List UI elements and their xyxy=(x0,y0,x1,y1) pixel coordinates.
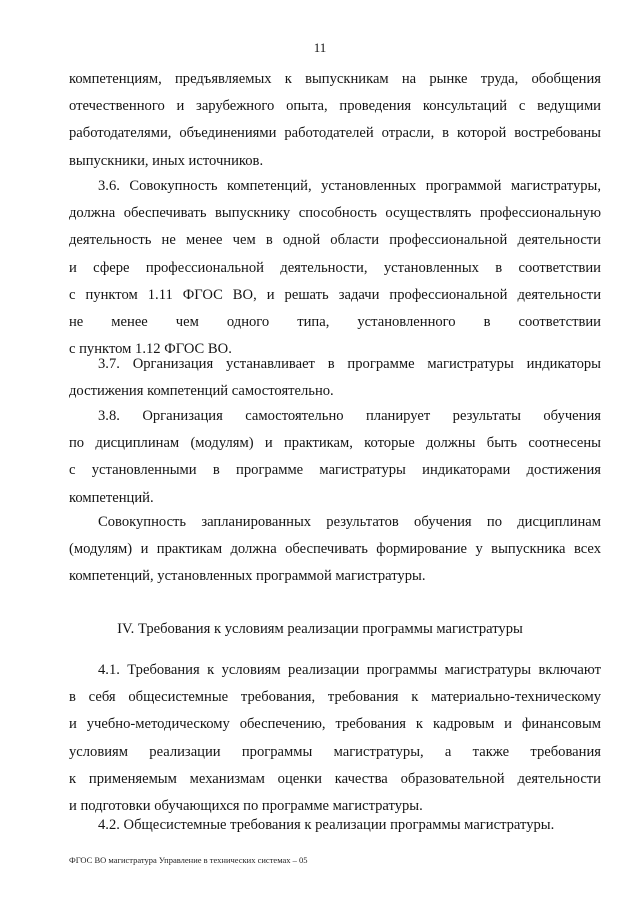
paragraph-3-7 xyxy=(69,351,601,405)
text-line: и сфере профессиональной деятельности, установленных в соответствии xyxy=(69,259,601,276)
text-line: к применяемым механизмам оценки качества образовательной деятельности xyxy=(69,770,601,787)
text-line: и подготовки обучающихся по программе магистратуры. xyxy=(69,798,423,815)
text-line: по дисциплинам (модулям) и практикам, которые должны быть соотнесены xyxy=(69,435,601,452)
text-line: компетенций, установленных программой магистратуры. xyxy=(69,568,426,585)
paragraph-learning-results xyxy=(69,509,601,591)
text-line: не менее чем одного типа, установленного в соответствии xyxy=(69,314,601,331)
text-line: отечественного и зарубежного опыта, проведения консультаций с ведущими xyxy=(69,98,601,115)
paragraph-3-6 xyxy=(69,173,601,363)
paragraph-4-1 xyxy=(69,657,601,820)
paragraph-4-2 xyxy=(69,812,601,839)
text-line: (модулям) и практикам должна обеспечивать формирование у выпускника всех xyxy=(69,541,601,558)
text-line: и учебно-методическому обеспечению, требования к кадровым и финансовым xyxy=(69,716,601,733)
document-footer: ФГОС ВО магистратура Управление в технических системах – 05 xyxy=(69,855,308,865)
text-line: 4.1. Требования к условиям реализации программы магистратуры включают xyxy=(98,662,601,678)
text-line: с установленными в программе магистратуры индикаторами достижения xyxy=(69,462,601,479)
text-line: должна обеспечивать выпускнику способность осуществлять профессиональную xyxy=(69,205,601,222)
text-line: в себя общесистемные требования, требования к материально-техническому xyxy=(69,689,601,706)
text-line: 3.7. Организация устанавливает в программе магистратуры индикаторы xyxy=(98,356,601,372)
text-line: с пунктом 1.12 ФГОС ВО. xyxy=(69,341,232,358)
text-line: Совокупность запланированных результатов обучения по дисциплинам xyxy=(98,514,601,530)
section-heading: IV. Требования к условиям реализации программы магистратуры xyxy=(117,621,523,637)
text-line: деятельность не менее чем в одной области профессиональной деятельности xyxy=(69,232,601,249)
text-line: работодателями, объединениями работодателей отрасли, в которой востребованы xyxy=(69,125,601,142)
text-line: 3.6. Совокупность компетенций, установленных программой магистратуры, xyxy=(98,178,601,194)
text-line: выпускники, иных источников. xyxy=(69,152,264,169)
text-line: 3.8. Организация самостоятельно планирует результаты обучения xyxy=(98,408,601,424)
text-line: с пунктом 1.11 ФГОС ВО, и решать задачи профессиональной деятельности xyxy=(69,286,601,303)
text-line: компетенций. xyxy=(69,489,154,506)
text-line: компетенциям, предъявляемых к выпускникам на рынке труда, обобщения xyxy=(69,71,601,87)
page-number: 11 xyxy=(313,40,327,55)
text-line: достижения компетенций самостоятельно. xyxy=(69,383,334,400)
paragraph-continuation xyxy=(69,66,601,175)
text-line: 4.2. Общесистемные требования к реализации программы магистратуры. xyxy=(98,817,555,833)
paragraph-3-8 xyxy=(69,403,601,512)
text-line: условиям реализации программы магистратуры, а также требования xyxy=(69,743,601,760)
